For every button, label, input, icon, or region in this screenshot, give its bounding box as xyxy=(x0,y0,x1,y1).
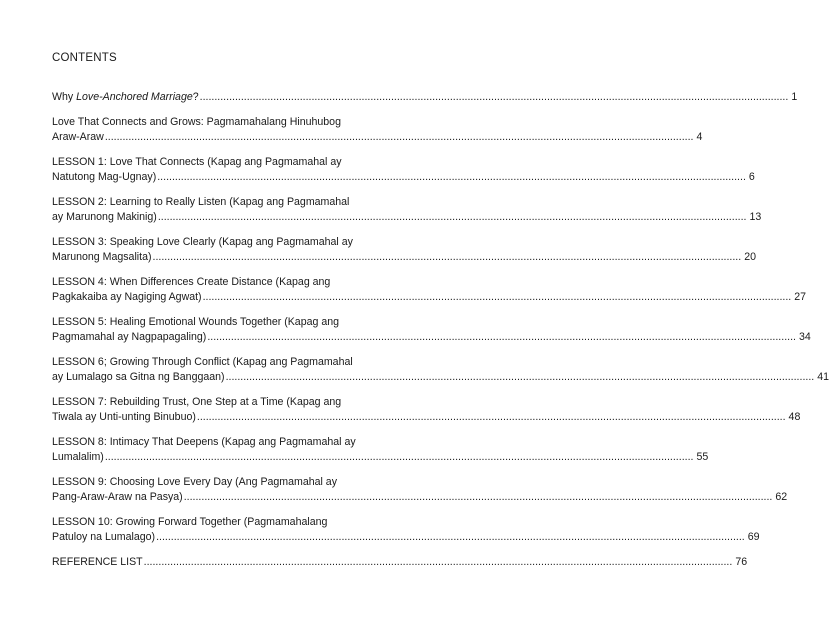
toc-page-number: 55 xyxy=(696,451,709,463)
toc-entry-last-line xyxy=(52,555,748,571)
toc-leader-dots: ........................................................................................................................................................................................................ xyxy=(143,555,733,568)
toc-page-number: 41 xyxy=(817,371,829,383)
toc-leader-dots: ........................................................................................................................................................................................................ xyxy=(183,491,773,503)
toc-leader-dots: ........................................................................................................................................................................................................ xyxy=(202,291,792,303)
toc-entry-title-line1: Love That Connects and Grows: Pagmamahalang Hinuhubog xyxy=(52,115,341,128)
table-of-contents xyxy=(52,90,829,579)
toc-entry-last-line xyxy=(52,130,703,146)
toc-entry[interactable] xyxy=(52,515,760,546)
toc-entry-title-line1: LESSON 8: Intimacy That Deepens (Kapag ang Pagmamahal ay xyxy=(52,435,356,448)
toc-entry-title-line2: Patuloy na Lumalago) xyxy=(52,531,156,543)
toc-entry-last-line xyxy=(52,490,788,506)
toc-entry-title-line1: LESSON 5: Healing Emotional Wounds Together (Kapag ang xyxy=(52,315,339,328)
toc-entry[interactable] xyxy=(52,235,756,266)
toc-leader-dots: ........................................................................................................................................................................................................ xyxy=(104,131,694,143)
toc-leader-dots: ........................................................................................................................................................................................................ xyxy=(104,451,694,463)
toc-leader-dots: ........................................................................................................................................................................................................ xyxy=(157,211,747,223)
toc-entry-title-line2: Pagkakaiba ay Nagiging Agwat) xyxy=(52,291,202,303)
toc-entry-last-line xyxy=(52,330,811,346)
toc-page-number: 20 xyxy=(744,251,756,263)
toc-entry-title: REFERENCE LIST xyxy=(52,555,143,568)
toc-page-number: 1 xyxy=(791,91,798,103)
toc-entry-title-italic: Love-Anchored Marriage xyxy=(76,91,193,103)
toc-entry-last-line xyxy=(52,250,756,266)
toc-entry-title-line2: Lumalalim) xyxy=(52,451,104,463)
toc-entry-title-line2: Araw-Araw xyxy=(52,131,104,143)
toc-entry-title-line2: Marunong Magsalita) xyxy=(52,251,152,263)
toc-leader-dots: ........................................................................................................................................................................................................ xyxy=(152,251,742,263)
contents-heading: CONTENTS xyxy=(52,52,117,64)
toc-entry-last-line xyxy=(52,210,762,226)
toc-entry-last-line xyxy=(52,530,760,546)
toc-leader-dots: ........................................................................................................................................................................................................ xyxy=(196,411,786,423)
toc-entry[interactable] xyxy=(52,395,801,426)
toc-entry[interactable] xyxy=(52,275,807,306)
toc-entry-title-line2: ay Marunong Makinig) xyxy=(52,211,157,223)
toc-entry-title-line2: Tiwala ay Unti-unting Binubuo) xyxy=(52,411,196,423)
toc-entry[interactable] xyxy=(52,315,811,346)
toc-page-number: 27 xyxy=(794,291,807,303)
toc-leader-dots: ........................................................................................................................................................................................................ xyxy=(157,171,746,183)
toc-entry-title-line1: LESSON 7: Rebuilding Trust, One Step at a Time (Kapag ang xyxy=(52,395,342,408)
toc-entry[interactable] xyxy=(52,475,788,506)
toc-page-number: 76 xyxy=(735,555,748,568)
toc-entry-title-line2: Pang-Araw-Araw na Pasya) xyxy=(52,491,183,503)
toc-entry-title-line1: LESSON 2: Learning to Really Listen (Kapag ang Pagmamahal xyxy=(52,195,350,208)
toc-leader-dots: ........................................................................................................................................................................................................ xyxy=(207,331,796,343)
toc-entry[interactable] xyxy=(52,155,755,186)
toc-leader-dots: ........................................................................................................................................................................................................ xyxy=(156,531,745,543)
toc-entry-last-line xyxy=(52,290,807,306)
toc-page-number: 48 xyxy=(788,411,801,423)
toc-entry-last-line xyxy=(52,170,755,186)
toc-entry-title-line2: Natutong Mag-Ugnay) xyxy=(52,171,157,183)
toc-entry[interactable] xyxy=(52,195,762,226)
toc-entry-title-line1: LESSON 6; Growing Through Conflict (Kapag ang Pagmamahal xyxy=(52,355,353,368)
toc-page-number: 34 xyxy=(798,331,811,343)
toc-entry[interactable] xyxy=(52,555,748,571)
toc-entry-last-line xyxy=(52,410,801,426)
toc-entry-title-line1: LESSON 1: Love That Connects (Kapag ang Pagmamahal ay xyxy=(52,155,342,168)
toc-entry-last-line xyxy=(52,90,798,106)
toc-page-number: 4 xyxy=(696,131,703,143)
toc-page-number: 62 xyxy=(775,491,788,503)
toc-entry-title: Why Love-Anchored Marriage? xyxy=(52,91,199,103)
toc-entry-last-line xyxy=(52,450,709,466)
toc-entry-title-line1: LESSON 10: Growing Forward Together (Pagmamahalang xyxy=(52,515,328,528)
toc-entry-title-line1: LESSON 4: When Differences Create Distance (Kapag ang xyxy=(52,275,331,288)
toc-page-number: 13 xyxy=(749,211,762,223)
toc-entry-title-line1: LESSON 3: Speaking Love Clearly (Kapag ang Pagmamahal ay xyxy=(52,235,353,248)
toc-entry-title-line2: Pagmamahal ay Nagpapagaling) xyxy=(52,331,207,343)
toc-entry-title-line1: LESSON 9: Choosing Love Every Day (Ang Pagmamahal ay xyxy=(52,475,337,488)
toc-entry[interactable] xyxy=(52,355,829,386)
toc-leader-dots: ........................................................................................................................................................................................................ xyxy=(225,371,815,383)
toc-entry[interactable] xyxy=(52,90,798,106)
toc-page-number: 6 xyxy=(748,171,755,183)
toc-entry[interactable] xyxy=(52,115,703,146)
toc-entry[interactable] xyxy=(52,435,709,466)
toc-entry-last-line xyxy=(52,370,829,386)
toc-entry-title-line2: ay Lumalago sa Gitna ng Banggaan) xyxy=(52,371,225,383)
toc-leader-dots: ........................................................................................................................................................................................................ xyxy=(199,91,789,103)
toc-page-number: 69 xyxy=(747,531,760,543)
